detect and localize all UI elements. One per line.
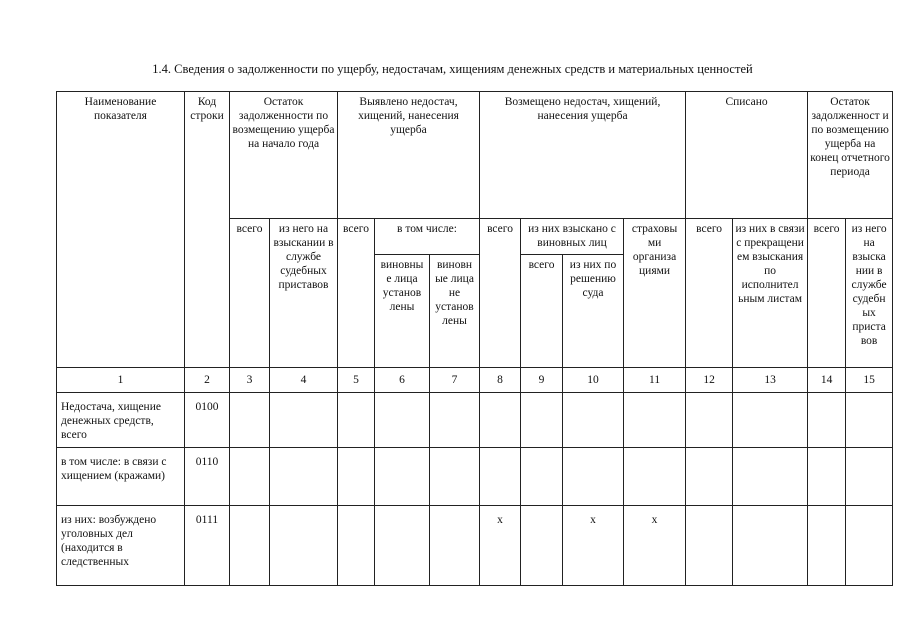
header-written-off: Списано [686, 92, 808, 219]
table-cell[interactable] [624, 393, 686, 448]
table-cell[interactable] [521, 448, 563, 506]
table-cell[interactable] [846, 393, 893, 448]
subheader-bailiffs-15: из него на взыска нии в службе судебн ых приста вов [846, 219, 893, 368]
debt-table [56, 91, 893, 586]
subsubheader-court-10: из них по решению суда [563, 255, 624, 368]
table-cell[interactable] [270, 393, 338, 448]
table-cell[interactable] [270, 448, 338, 506]
table-cell[interactable] [733, 393, 808, 448]
column-number: 12 [686, 368, 733, 393]
table-cell[interactable] [375, 393, 430, 448]
table-cell[interactable] [430, 448, 480, 506]
column-number: 15 [846, 368, 893, 393]
table-cell[interactable] [733, 448, 808, 506]
table-cell[interactable] [230, 393, 270, 448]
table-cell-x[interactable]: x [480, 506, 521, 586]
table-row [57, 448, 893, 506]
column-number: 1 [57, 368, 185, 393]
table-cell[interactable] [430, 506, 480, 586]
column-number: 5 [338, 368, 375, 393]
header-detected: Выявлено недостач, хищений, нанесения ущерба [338, 92, 480, 219]
column-number: 7 [430, 368, 480, 393]
subheader-bailiffs-4: из него на взыскании в службе судебных приставов [270, 219, 338, 368]
table-cell[interactable] [846, 448, 893, 506]
table-cell[interactable] [375, 448, 430, 506]
row-label: Недостача, хищение денежных средств, всего [57, 393, 185, 448]
table-cell[interactable] [338, 393, 375, 448]
subheader-total-5: всего [338, 219, 375, 368]
row-label: в том числе: в связи с хищением (кражами) [57, 448, 185, 506]
table-cell[interactable] [563, 393, 624, 448]
table-row [57, 393, 893, 448]
table-cell-x[interactable]: x [563, 506, 624, 586]
table-cell[interactable] [733, 506, 808, 586]
table-cell[interactable] [686, 506, 733, 586]
column-number: 3 [230, 368, 270, 393]
row-label: из них: возбуждено уголовных дел (находится в следственных [57, 506, 185, 586]
table-cell[interactable] [686, 393, 733, 448]
subsubheader-culprits-unknown: виновн ые лица не установ лены [430, 255, 480, 368]
table-cell[interactable] [521, 506, 563, 586]
subheader-from-culprits: из них взыскано с виновных лиц [521, 219, 624, 255]
column-number: 13 [733, 368, 808, 393]
header-compensated: Возмещено недостач, хищений, нанесения ущерба [480, 92, 686, 219]
column-number: 2 [185, 368, 230, 393]
table-cell[interactable] [563, 448, 624, 506]
column-number: 11 [624, 368, 686, 393]
header-balance-start: Остаток задолженности по возмещению ущерба на начало года [230, 92, 338, 219]
header-name: Наименование показателя [57, 92, 185, 368]
subheader-total-14: всего [808, 219, 846, 368]
row-code: 0111 [185, 506, 230, 586]
header-balance-end: Остаток задолженност и по возмещению ущерба на конец отчетного периода [808, 92, 893, 219]
column-number: 6 [375, 368, 430, 393]
column-number: 14 [808, 368, 846, 393]
subheader-insurers: страховы ми организа циями [624, 219, 686, 368]
table-cell[interactable] [686, 448, 733, 506]
subheader-total-8: всего [480, 219, 521, 368]
table-cell[interactable] [430, 393, 480, 448]
row-code: 0110 [185, 448, 230, 506]
table-cell[interactable] [338, 448, 375, 506]
table-cell[interactable] [624, 448, 686, 506]
header-row [57, 92, 893, 219]
table-cell[interactable] [230, 506, 270, 586]
column-number: 10 [563, 368, 624, 393]
table-cell[interactable] [808, 506, 846, 586]
header-code: Код строки [185, 92, 230, 368]
subheader-total-12: всего [686, 219, 733, 368]
subheader-enforcement-13: из них в связи с прекращени ем взыскания по исполнител ьным листам [733, 219, 808, 368]
table-cell[interactable] [808, 448, 846, 506]
section-title: 1.4. Сведения о задолженности по ущербу, недостачам, хищениям денежных средств и материальных ценностей [152, 62, 753, 76]
table-cell[interactable] [808, 393, 846, 448]
subsubheader-total-9: всего [521, 255, 563, 368]
table-cell[interactable] [375, 506, 430, 586]
subsubheader-culprits-known: виновны е лица установ лены [375, 255, 430, 368]
table-cell[interactable] [521, 393, 563, 448]
subheader-incl: в том числе: [375, 219, 480, 255]
table-cell[interactable] [270, 506, 338, 586]
table-cell[interactable] [480, 393, 521, 448]
table-cell-x[interactable]: x [624, 506, 686, 586]
column-number: 8 [480, 368, 521, 393]
table-cell[interactable] [230, 448, 270, 506]
column-number: 9 [521, 368, 563, 393]
column-number-row [57, 368, 893, 393]
subheader-total-3: всего [230, 219, 270, 368]
table-cell[interactable] [846, 506, 893, 586]
row-code: 0100 [185, 393, 230, 448]
table-cell[interactable] [338, 506, 375, 586]
column-number: 4 [270, 368, 338, 393]
table-row [57, 506, 893, 586]
table-cell[interactable] [480, 448, 521, 506]
